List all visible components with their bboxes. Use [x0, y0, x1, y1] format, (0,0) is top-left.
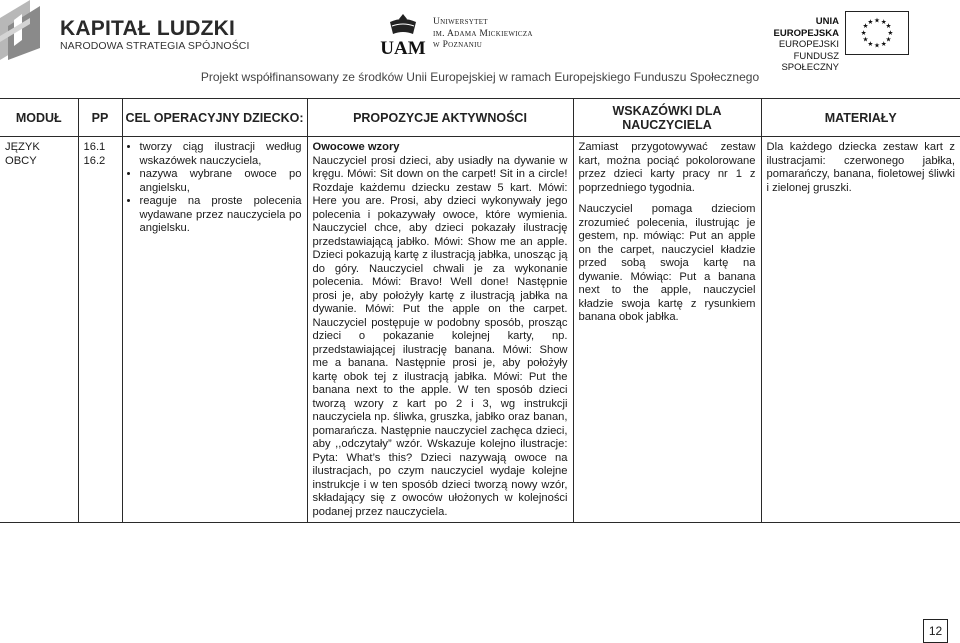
eu-flag-icon — [845, 11, 909, 55]
eu-fund-line-1: EUROPEJSKI — [778, 39, 839, 50]
cell-materials — [761, 137, 960, 523]
pp-value-1: 16.1 — [83, 141, 106, 153]
svg-text:★: ★ — [860, 28, 867, 37]
pp-value-2: 16.2 — [83, 154, 106, 167]
uam-line-2: im. Adama Mickiewicza — [433, 28, 533, 39]
header-activities: PROPOZYCJE AKTYWNOŚCI — [307, 99, 573, 137]
header-materials: MATERIAŁY — [761, 99, 960, 137]
cell-teacher-tips — [573, 137, 761, 523]
activity-text: Nauczyciel prosi dzieci, aby usiadły na dywanie w kręgu. Mówi: Sit down on the carpet! Sit in a circle! Rozdaje każdemu dziecku zestaw 5 kart. Mówi: Here you are. Prosi, aby dzieci wykonywały jego polecenia i pokazywały owoce, które wymienia. Nauczyciel chce, aby dzieci pokazały ilustrację przedstawiającą jabłko. Mówi: Show me an apple. Dzieci pokazują kartę z ilustracją jabłka, unosząc ją do góry. Nauczyciel chwali je za wykonanie polecenia. Mówi: Bravo! Well done! Następnie prosi je, aby położyły kartę z ilustracją jabłka na dywanie. Mówi: Put the apple on the carpet. Nauczyciel postępuje w podobny sposób, prosząc dzieci o pokazanie kolejnej karty, np. przedstawiającej ilustrację banana. Mówi: Show me a banana. Następnie prosi je, aby położyły kartę obok tej z ilustracją jabłka. Mówi: Put the banana next to the apple. W ten sposób dzieci tworzą wzory z kart po 2 i 3, wg instrukcji nauczyciela np. śliwka, gruszka, jabłko oraz banan, pomarańcza. Następnie nauczyciel zachęca dzieci, aby ,,odczytały” wzór. Wskazuje kolejno ilustracje: Pyta: What’s this? Dzieci nazywają owoce na ilustracjach, po czym nauczyciel wydaje kolejne instrukcje i w ten sposób dzieci tworzą nowy wzór, składający się z owoców ułożonych w kolejności podanej przez nauczyciela. — [312, 154, 568, 518]
cell-activities — [307, 137, 573, 523]
uam-logo-text: UAM — [380, 38, 426, 59]
teacher-tip-1: Zamiast przygotowywać zestaw kart, można pociąć pokolorowane przez dzieci karty pracy nr 1 z poprzedniego tygodnia. — [578, 141, 756, 194]
kapital-ludzki-title: KAPITAŁ LUDZKI — [60, 17, 236, 40]
uam-crest-icon — [380, 10, 426, 60]
eu-union-label: UNIA EUROPEJSKA — [773, 16, 839, 39]
uam-line-1: Uniwersytet — [433, 17, 488, 27]
svg-text:★: ★ — [862, 35, 869, 44]
svg-text:★: ★ — [862, 22, 869, 31]
cell-pp — [78, 137, 122, 523]
lesson-plan-table — [0, 98, 960, 523]
svg-text:★: ★ — [887, 28, 894, 37]
goal-item: • nazywa wybrane owoce po angielsku, — [140, 168, 302, 195]
header-teacher-tips: WSKAZÓWKI DLA NAUCZYCIELA — [573, 99, 761, 137]
svg-text:★: ★ — [867, 17, 874, 26]
kapital-ludzki-subtitle: NARODOWA STRATEGIA SPÓJNOŚCI — [60, 40, 250, 52]
activity-title: Owocowe wzory — [312, 141, 400, 153]
kapital-ludzki-logo-icon — [0, 0, 46, 60]
svg-text:★: ★ — [867, 39, 874, 48]
cell-modul — [0, 137, 78, 523]
goals-list — [128, 141, 302, 236]
teacher-tip-2: Nauczyciel pomaga dzieciom zrozumieć polecenia, ilustrując je gestem, np. mówiąc: Put an apple on the carpet, nauczyciel kładzie przed sobą swoja kartę na dywanie. Mówiąc: Put a banana next to the apple, nauczyciel kładzie swoja kartę z rysunkiem banana obok jabłka. — [578, 203, 756, 323]
header-modul: MODUŁ — [0, 99, 78, 137]
page-number: 12 — [923, 619, 948, 643]
goal-item: • tworzy ciąg ilustracji według wskazówek nauczyciela, — [140, 141, 302, 168]
table-row — [0, 137, 960, 523]
svg-text:★: ★ — [885, 22, 892, 31]
modul-value: JĘZYK OBCY — [5, 141, 40, 167]
header-pp: PP — [78, 99, 122, 137]
uam-line-3: w Poznaniu — [433, 40, 483, 50]
header-goal: CEL OPERACYJNY DZIECKO: — [122, 99, 307, 137]
table-header-row — [0, 99, 960, 137]
svg-text:★: ★ — [885, 35, 892, 44]
project-funding-line: Projekt współfinansowany ze środków Unii Europejskiej w ramach Europejskiego Funduszu Społecznego — [200, 70, 760, 84]
svg-text:★: ★ — [880, 17, 887, 26]
svg-text:★: ★ — [880, 39, 887, 48]
materials-text: Dla każdego dziecka zestaw kart z ilustracjami: czerwonego jabłka, pomarańczy, banana, fioletowej śliwki i zielonej gruszki. — [766, 141, 955, 194]
cell-goals — [122, 137, 307, 523]
goal-item: • reaguje na proste polecenia wydawane przez nauczyciela po angielsku. — [140, 195, 302, 236]
eu-fund-line-2: FUNDUSZ SPOŁECZNY — [781, 50, 839, 73]
svg-text:★: ★ — [874, 41, 880, 50]
svg-text:★: ★ — [874, 16, 880, 25]
